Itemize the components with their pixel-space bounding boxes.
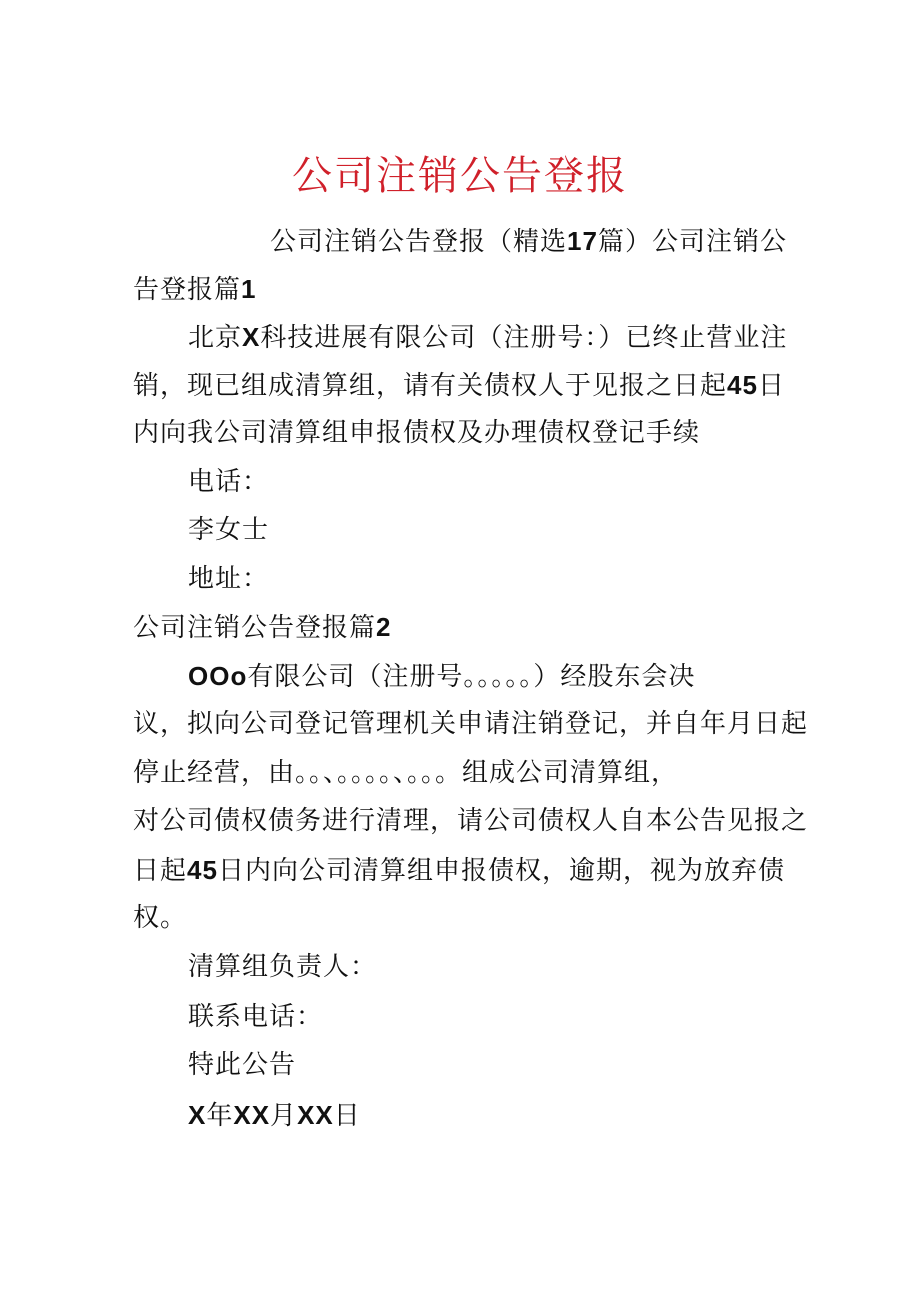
notice-closing: 特此公告: [188, 1050, 297, 1080]
date-line: X年XX月XX日: [188, 1100, 361, 1131]
intro-line-2: 告登报篇1: [133, 274, 257, 305]
phone-label: 电话：: [188, 467, 270, 497]
paragraph-2-line-1: OOo有限公司（注册号。。。。。）经股东会决: [188, 661, 696, 692]
paragraph-2-line-3: 停止经营，由。。、。。。。、。。。组成公司清算组，: [133, 758, 679, 788]
paragraph-2-line-2: 议，拟向公司登记管理机关申请注销登记，并自年月日起: [133, 709, 809, 739]
contact-name: 李女士: [188, 515, 270, 545]
contact-phone-label: 联系电话：: [188, 1002, 324, 1032]
paragraph-1-line-1: 北京X科技进展有限公司（注册号：）已终止营业注: [188, 322, 788, 353]
paragraph-2-line-6: 权。: [133, 903, 188, 933]
liquidation-leader-label: 清算组负责人：: [188, 952, 378, 982]
paragraph-2-line-5: 日起45日内向公司清算组申报债权，逾期，视为放弃债: [133, 855, 785, 886]
paragraph-1-line-3: 内向我公司清算组申报债权及办理债权登记手续: [133, 418, 701, 448]
address-label: 地址：: [188, 564, 270, 594]
paragraph-1-line-2: 销，现已组成清算组，请有关债权人于见报之日起45日: [133, 370, 785, 401]
section-2-heading: 公司注销公告登报篇2: [133, 612, 392, 643]
document-title: 公司注销公告登报: [292, 153, 628, 199]
intro-line-1: 公司注销公告登报（精选17篇）公司注销公: [270, 226, 787, 257]
paragraph-2-line-4: 对公司债权债务进行清理，请公司债权人自本公告见报之: [133, 806, 809, 836]
